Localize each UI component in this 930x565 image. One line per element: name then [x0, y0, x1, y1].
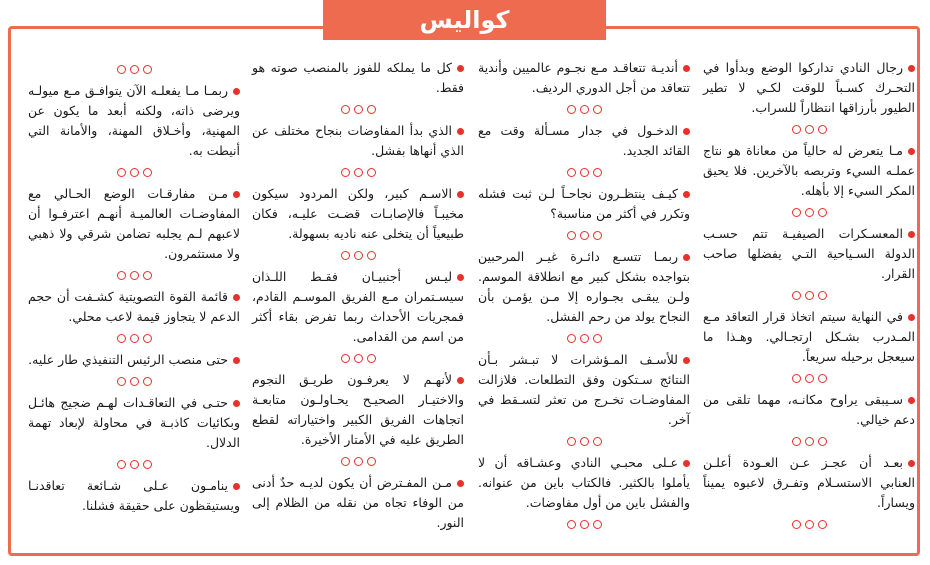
- circle-icon: [818, 437, 827, 446]
- red-dot-icon: [457, 377, 464, 384]
- three-circles-icon: [28, 454, 240, 474]
- circle-icon: [593, 437, 602, 446]
- three-circles-icon: [703, 285, 915, 305]
- news-item-text: ربمـا تتسـع دائـرة غيـر المرحبين بتواجده بشكل كبير مع انطلاقة الموسم. ولـن يبقـى بجـواره إلا مـن يؤمـن بأن النجاح يولد من رحم الفشل.: [478, 249, 690, 324]
- three-circles-icon: [478, 514, 690, 534]
- circle-icon: [580, 437, 589, 446]
- news-item: [703, 58, 915, 118]
- red-dot-icon: [457, 480, 464, 487]
- circle-icon: [117, 65, 126, 74]
- circle-icon: [593, 231, 602, 240]
- three-circles-icon: [478, 162, 690, 182]
- news-item: [478, 58, 690, 98]
- circle-icon: [341, 251, 350, 260]
- circle-icon: [354, 354, 363, 363]
- circle-icon: [354, 457, 363, 466]
- news-item-text: الذي بدأ المفاوضات بنجاح مختلف عن الذي أنهاها بفشل.: [252, 123, 464, 158]
- news-item: [28, 350, 240, 370]
- news-item-text: أنديـة تتعاقـد مـع نجـوم عالميين وأندية تتعاقد من أجل الدوري الرديف.: [478, 60, 690, 95]
- circle-icon: [593, 334, 602, 343]
- news-item: [252, 121, 464, 161]
- column-4: [28, 58, 240, 516]
- circle-icon: [367, 354, 376, 363]
- three-circles-icon: [703, 119, 915, 139]
- news-item: [252, 267, 464, 347]
- red-dot-icon: [457, 65, 464, 72]
- three-circles-icon: [703, 514, 915, 534]
- news-item-text: كيـف ينتظـرون نجاحـاً لـن ثبت فشله وتكرر في أكثر من مناسبة؟: [478, 186, 690, 221]
- red-dot-icon: [683, 460, 690, 467]
- circle-icon: [805, 374, 814, 383]
- circle-icon: [818, 520, 827, 529]
- three-circles-icon: [703, 431, 915, 451]
- red-dot-icon: [683, 254, 690, 261]
- circle-icon: [792, 208, 801, 217]
- circle-icon: [130, 460, 139, 469]
- circle-icon: [805, 291, 814, 300]
- news-item: [28, 287, 240, 327]
- circle-icon: [818, 291, 827, 300]
- news-item-text: كل ما يملكه للفوز بالمنصب صوته هو فقط.: [252, 60, 464, 95]
- circle-icon: [130, 168, 139, 177]
- news-item: [478, 350, 690, 430]
- circle-icon: [593, 520, 602, 529]
- circle-icon: [567, 105, 576, 114]
- news-item-text: حتـى في التعاقـدات لهـم ضجيج هائـل وبكائيات كاذبـة في محاولة لإبعاد تهمة الدلال.: [28, 395, 240, 450]
- circle-icon: [567, 231, 576, 240]
- circle-icon: [143, 460, 152, 469]
- circle-icon: [130, 65, 139, 74]
- news-item: [703, 390, 915, 430]
- circle-icon: [567, 168, 576, 177]
- circle-icon: [792, 437, 801, 446]
- news-item-text: ليـس أجنبيـان فقـط اللـذان سيسـتمران مـع الفريق الموسـم القادم، فمجريات الأحداث ربما تفرض بقاء أكثر من اسم من القدامى.: [252, 269, 464, 344]
- circle-icon: [792, 520, 801, 529]
- circle-icon: [805, 437, 814, 446]
- circle-icon: [580, 334, 589, 343]
- circle-icon: [580, 105, 589, 114]
- circle-icon: [341, 105, 350, 114]
- circle-icon: [117, 271, 126, 280]
- circle-icon: [130, 271, 139, 280]
- news-item: [478, 121, 690, 161]
- red-dot-icon: [908, 397, 915, 404]
- column-3: [252, 58, 464, 533]
- circle-icon: [130, 334, 139, 343]
- circle-icon: [792, 125, 801, 134]
- circle-icon: [143, 334, 152, 343]
- circle-icon: [354, 251, 363, 260]
- red-dot-icon: [457, 191, 464, 198]
- circle-icon: [567, 437, 576, 446]
- circle-icon: [580, 168, 589, 177]
- three-circles-icon: [252, 451, 464, 471]
- red-dot-icon: [683, 191, 690, 198]
- news-item-text: الدخـول في جدار مسـألة وقت مع القائد الجديد.: [478, 123, 690, 158]
- circle-icon: [354, 168, 363, 177]
- circle-icon: [143, 271, 152, 280]
- news-item: [703, 141, 915, 201]
- circle-icon: [792, 374, 801, 383]
- circle-icon: [117, 460, 126, 469]
- news-item-text: مـن مفارقـات الوضع الحـالي مع المفاوضـات العالميـة أنهـم اعترفـوا أن لاعبهم لـم يجلبه تضامن شرقي ولا ذهبي ولا مستثمرون.: [28, 186, 240, 261]
- column-2: [478, 58, 690, 536]
- news-item-text: في النهاية سيتم اتخاذ قرار التعاقد مـع المـدرب بشـكل ارتجـالي. وهـذا ما سيعجل برحيله سريعاً.: [703, 309, 915, 364]
- three-circles-icon: [703, 202, 915, 222]
- news-item: [28, 81, 240, 161]
- circle-icon: [367, 168, 376, 177]
- three-circles-icon: [28, 371, 240, 391]
- circle-icon: [593, 168, 602, 177]
- news-item-text: لأنهـم لا يعرفـون طريـق النجوم والاختيـار الصحيـح يحـاولـون متابعـة اتجاهات الفريق الكبير واختياراته لقطع الطريق عليه في الأمتار الأخيرة.: [252, 372, 464, 447]
- red-dot-icon: [908, 314, 915, 321]
- news-item: [28, 476, 240, 516]
- news-item: [478, 247, 690, 327]
- news-item-text: مـن المفـترض أن يكون لديـه حدٌ أدنى من الوفاء تجاه من نقله من الظلام إلى النور.: [252, 475, 464, 530]
- news-item-text: رجال النادي تداركوا الوضع وبدأوا في التحـرك كسـباً للوقت لكـي لا تطير الطيور بأرزاقها انتظاراً للسراب.: [703, 60, 915, 115]
- news-item: [703, 224, 915, 284]
- news-item-text: بعـد أن عجـز عـن العـودة أعلـن العنابي الاستسـلام وتفـرق لاعبوه يميناً ويساراً.: [703, 455, 915, 510]
- red-dot-icon: [233, 191, 240, 198]
- red-dot-icon: [233, 400, 240, 407]
- red-dot-icon: [233, 88, 240, 95]
- red-dot-icon: [457, 274, 464, 281]
- news-item-text: ربمـا مـا يفعلـه الآن يتوافـق مـع ميولـه ويرضى ذاته، ولكنه أبعد ما يكون عن المهنية، وأخـلاق المهنة، والأمانة التي أنيطت به.: [28, 83, 240, 158]
- red-dot-icon: [908, 65, 915, 72]
- circle-icon: [805, 125, 814, 134]
- news-item-text: المعسـكرات الصيفيـة تتم حسـب الدولة السـياحية التـي يفضلها صاحب القرار.: [703, 226, 915, 281]
- three-circles-icon: [28, 59, 240, 79]
- circle-icon: [143, 377, 152, 386]
- circle-icon: [580, 520, 589, 529]
- circle-icon: [341, 457, 350, 466]
- circle-icon: [792, 291, 801, 300]
- circle-icon: [143, 168, 152, 177]
- three-circles-icon: [252, 162, 464, 182]
- three-circles-icon: [703, 368, 915, 388]
- red-dot-icon: [683, 128, 690, 135]
- circle-icon: [143, 65, 152, 74]
- red-dot-icon: [233, 483, 240, 490]
- red-dot-icon: [683, 65, 690, 72]
- circle-icon: [818, 208, 827, 217]
- red-dot-icon: [683, 357, 690, 364]
- news-item-text: الاسـم كبير، ولكن المردود سيكون مخيبـاً فالإصابـات قضـت عليـه، فكان طبيعياً أن يتخلى عنه ناديه بسهولة.: [252, 186, 464, 241]
- circle-icon: [117, 168, 126, 177]
- circle-icon: [805, 520, 814, 529]
- news-item-text: سـيبقى يراوح مكانـه، مهما تلقى من دعم خيالي.: [703, 392, 915, 427]
- circle-icon: [580, 231, 589, 240]
- red-dot-icon: [233, 294, 240, 301]
- circle-icon: [354, 105, 363, 114]
- red-dot-icon: [908, 148, 915, 155]
- news-item-text: مـا يتعرض له حالياً من معاناة هو نتاج عملـه السيء وتربصه بالآخرين. فلا يحيق المكر السيء إلا بأهله.: [703, 143, 915, 198]
- circle-icon: [367, 251, 376, 260]
- three-circles-icon: [28, 328, 240, 348]
- news-item: [252, 473, 464, 533]
- circle-icon: [818, 125, 827, 134]
- column-1: [703, 58, 915, 536]
- circle-icon: [567, 334, 576, 343]
- circle-icon: [117, 377, 126, 386]
- news-item: [703, 453, 915, 513]
- news-item-text: قائمة القوة التصويتية كشـفت أن حجم الدعم لا يتجاوز قيمة لاعب محلي.: [28, 289, 240, 324]
- circle-icon: [341, 168, 350, 177]
- section-title: كواليس: [323, 0, 606, 40]
- red-dot-icon: [457, 128, 464, 135]
- news-item-text: حتى منصب الرئيس التنفيذي طار عليه.: [28, 352, 228, 367]
- three-circles-icon: [252, 99, 464, 119]
- circle-icon: [117, 334, 126, 343]
- red-dot-icon: [233, 357, 240, 364]
- circle-icon: [805, 208, 814, 217]
- three-circles-icon: [478, 99, 690, 119]
- news-item: [252, 184, 464, 244]
- news-item-text: للأسـف المـؤشرات لا تبـشر بـأن النتائج سـتكون وفق التطلعات. فلازالت المفاوضـات تخـرج من تعثر لتسـقط في آخر.: [478, 352, 690, 427]
- three-circles-icon: [252, 348, 464, 368]
- circle-icon: [567, 520, 576, 529]
- three-circles-icon: [478, 431, 690, 451]
- news-item: [478, 184, 690, 224]
- news-item: [28, 184, 240, 264]
- news-item: [703, 307, 915, 367]
- circle-icon: [367, 105, 376, 114]
- news-item: [28, 393, 240, 453]
- circle-icon: [593, 105, 602, 114]
- news-item: [252, 58, 464, 98]
- circle-icon: [818, 374, 827, 383]
- three-circles-icon: [252, 245, 464, 265]
- news-item: [478, 453, 690, 513]
- three-circles-icon: [28, 265, 240, 285]
- news-item-text: عـلى محبـي النادي وعشـاقه أن لا يأملوا بالكثير. فالكتاب باين من عنوانه. والفشل باين من أول مفاوضات.: [478, 455, 690, 510]
- news-item: [252, 370, 464, 450]
- three-circles-icon: [28, 162, 240, 182]
- three-circles-icon: [478, 225, 690, 245]
- circle-icon: [130, 377, 139, 386]
- three-circles-icon: [478, 328, 690, 348]
- red-dot-icon: [908, 231, 915, 238]
- circle-icon: [341, 354, 350, 363]
- news-item-text: ينامـون عـلى شـائعة تعاقدنـا ويستيقظون على حقيقة فشلنا.: [28, 478, 240, 513]
- red-dot-icon: [908, 460, 915, 467]
- circle-icon: [367, 457, 376, 466]
